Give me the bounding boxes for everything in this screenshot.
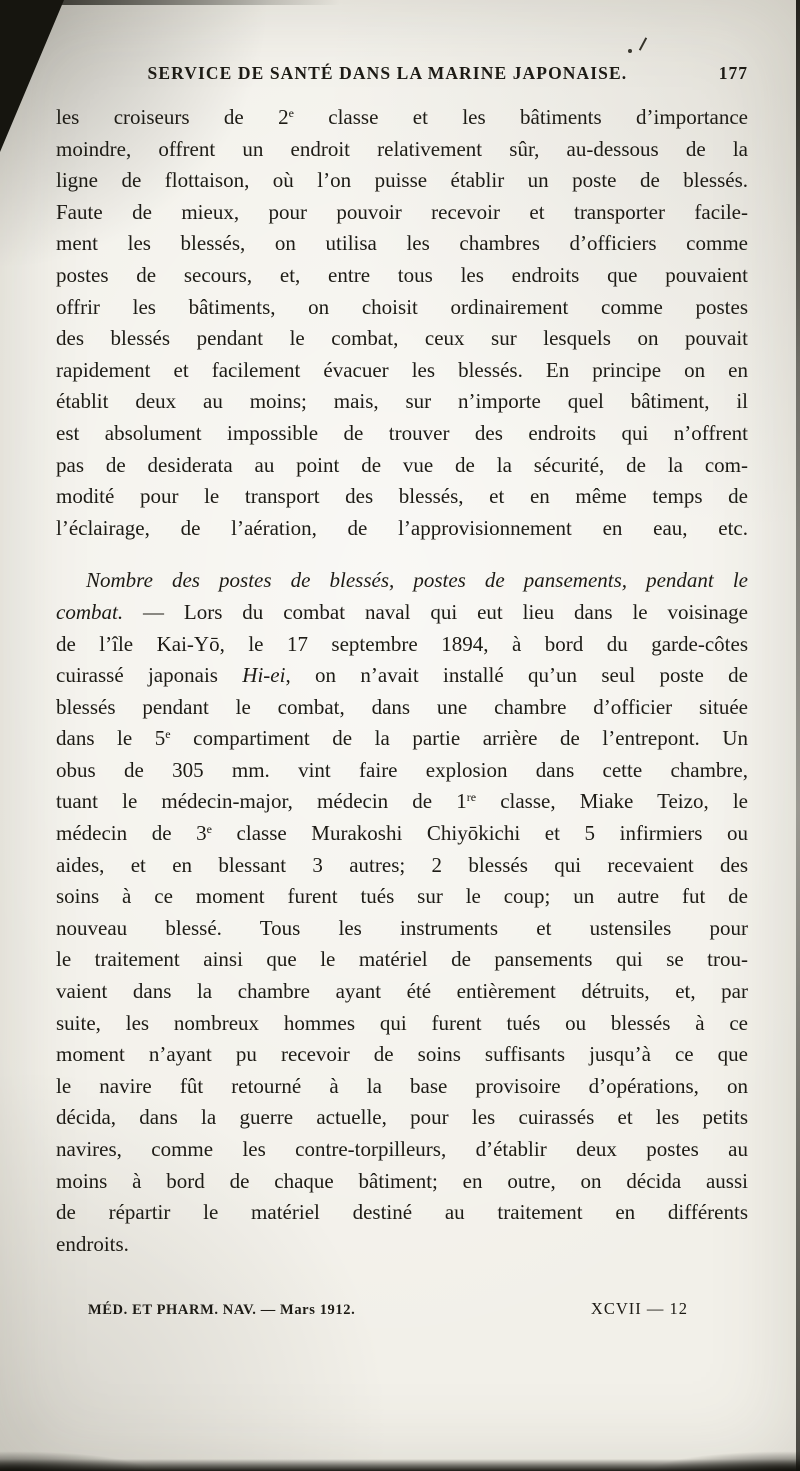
text-segment: — Lors du combat naval qui eut lieu dans le voisinage — [123, 599, 748, 624]
text-line — [56, 786, 748, 818]
text-line — [56, 881, 748, 913]
text-segment: établit deux au moins; mais, sur n’importe quel bâtiment, il — [56, 389, 748, 414]
text-segment: classe et les bâtiments d’importance — [293, 105, 748, 129]
text-segment: obus de 305 mm. vint faire explosion dans cette chambre, — [56, 757, 748, 782]
text-line — [56, 850, 748, 882]
text-line — [56, 355, 748, 387]
text-line — [56, 323, 748, 355]
text-segment: moindre, offrent un endroit relativement sûr, au-dessous de la — [56, 136, 748, 161]
text-segment: navires, comme les contre-torpilleurs, d’établir deux postes au — [56, 1137, 748, 1161]
text-segment: est absolument impossible de trouver des endroits qui n’offrent — [56, 420, 748, 445]
scan-corner-artifact — [0, 0, 64, 152]
text-line — [56, 597, 748, 629]
text-line — [56, 944, 748, 976]
text-segment: Hi-ei — [242, 663, 286, 688]
text-line — [56, 565, 748, 597]
ink-speck-slash — [639, 37, 647, 50]
text-segment: moment n’ayant pu recevoir de soins suffisants jusqu’à ce que — [56, 1042, 748, 1067]
page-number: 177 — [718, 63, 748, 83]
text-segment: décida, dans la guerre actuelle, pour les cuirassés et les petits — [56, 1105, 748, 1130]
scan-bottom-left-artifact — [0, 1451, 150, 1471]
text-line — [56, 913, 748, 945]
text-segment: e — [206, 822, 212, 837]
volume-fascicule: XCVII — 12 — [590, 1299, 688, 1318]
text-segment: nouveau blessé. Tous les instruments et ustensiles pour — [56, 915, 748, 940]
text-line — [56, 228, 748, 260]
text-segment: de répartir le matériel destiné au traitement en différents — [56, 1200, 748, 1225]
text-line — [56, 481, 748, 513]
text-segment: re — [466, 790, 477, 805]
text-segment: médecin de 3 — [56, 821, 207, 846]
text-segment: des blessés pendant le combat, ceux sur lesquels on pouvait — [56, 326, 748, 351]
text-segment: modité pour le transport des blessés, et en même temps de — [56, 484, 748, 509]
text-line — [56, 292, 748, 324]
page-body-text — [56, 102, 748, 1260]
text-segment: offrir les bâtiments, on choisit ordinairement comme postes — [56, 294, 748, 319]
text-segment: Nombre des postes de blessés, postes de pansements, pendant le — [86, 568, 748, 593]
text-segment: Faute de mieux, pour pouvoir recevoir et transporter facile- — [56, 199, 748, 224]
text-segment: compartiment de la partie arrière de l’entrepont. Un — [170, 726, 748, 751]
text-segment: soins à ce moment furent tués sur le coup; un autre fut de — [56, 884, 748, 909]
text-line — [56, 1039, 748, 1071]
text-segment: classe Murakoshi Chiyōkichi et 5 infirmiers ou — [211, 821, 749, 846]
text-segment: dans le 5 — [56, 726, 166, 751]
text-segment: pas de desiderata au point de vue de la sécurité, de la com- — [56, 452, 748, 477]
text-line — [56, 976, 748, 1008]
text-segment: suite, les nombreux hommes qui furent tués ou blessés à ce — [56, 1010, 748, 1035]
text-line — [56, 134, 748, 166]
text-segment: endroits. — [56, 1231, 129, 1256]
text-line — [56, 755, 748, 787]
text-line — [56, 723, 748, 755]
text-segment: aides, et en blessant 3 autres; 2 blessés qui recevaient des — [56, 852, 748, 877]
text-line — [56, 1197, 748, 1229]
page-footer — [88, 1299, 688, 1319]
text-line — [56, 513, 748, 545]
text-line — [56, 692, 748, 724]
text-line — [56, 1008, 748, 1040]
scan-bottom-right-artifact — [650, 1451, 800, 1471]
text-segment: cuirassé japonais — [56, 663, 243, 688]
text-line — [56, 165, 748, 197]
text-segment: , on n’avait installé qu’un seul poste de — [285, 663, 748, 688]
text-line — [56, 418, 748, 450]
text-segment: vaient dans la chambre ayant été entièrement détruits, et, par — [56, 979, 748, 1004]
paragraph — [56, 565, 748, 1260]
text-segment: les croiseurs de 2 — [56, 105, 289, 129]
paragraph — [56, 102, 748, 544]
text-segment: l’éclairage, de l’aération, de l’approvisionnement en eau, etc. — [56, 515, 748, 540]
text-line — [56, 660, 748, 692]
scan-right-edge-artifact — [796, 0, 800, 1471]
text-line — [56, 197, 748, 229]
text-line — [56, 260, 748, 292]
text-segment: rapidement et facilement évacuer les blessés. En principe on en — [56, 357, 748, 382]
text-line — [56, 1134, 748, 1166]
journal-signature: MÉD. ET PHARM. NAV. — Mars 1912. — [88, 1302, 356, 1318]
text-line — [56, 450, 748, 482]
text-line — [56, 1102, 748, 1134]
text-segment: le traitement ainsi que le matériel de pansements qui se trou- — [56, 947, 748, 972]
text-segment: moins à bord de chaque bâtiment; en outre, on décida aussi — [56, 1168, 748, 1193]
text-segment: combat. — [56, 599, 124, 624]
text-segment: classe, Miake Teizo, le — [476, 789, 748, 814]
text-segment: ligne de flottaison, où l’on puisse établir un poste de blessés. — [56, 168, 748, 193]
text-segment: le navire fût retourné à la base provisoire d’opérations, on — [56, 1073, 748, 1098]
text-line — [56, 102, 748, 134]
text-line — [56, 629, 748, 661]
text-segment: ment les blessés, on utilisa les chambres d’officiers comme — [56, 231, 748, 256]
ink-speck-dot — [628, 49, 632, 53]
scan-top-edge-artifact — [0, 0, 340, 5]
page-title: SERVICE DE SANTÉ DANS LA MARINE JAPONAISE. — [147, 63, 628, 83]
text-line — [56, 818, 748, 850]
text-segment: tuant le médecin-major, médecin de 1 — [56, 789, 467, 814]
text-segment: blessés pendant le combat, dans une chambre d’officier située — [56, 694, 748, 719]
text-line — [56, 1166, 748, 1198]
running-header — [56, 63, 748, 84]
text-segment: e — [288, 106, 294, 120]
text-segment: e — [165, 727, 171, 742]
text-line — [56, 1229, 748, 1261]
text-segment: postes de secours, et, entre tous les endroits que pouvaient — [56, 262, 748, 287]
text-line — [56, 1071, 748, 1103]
text-segment: de l’île Kai-Yō, le 17 septembre 1894, à bord du garde-côtes — [56, 631, 748, 656]
text-line — [56, 386, 748, 418]
